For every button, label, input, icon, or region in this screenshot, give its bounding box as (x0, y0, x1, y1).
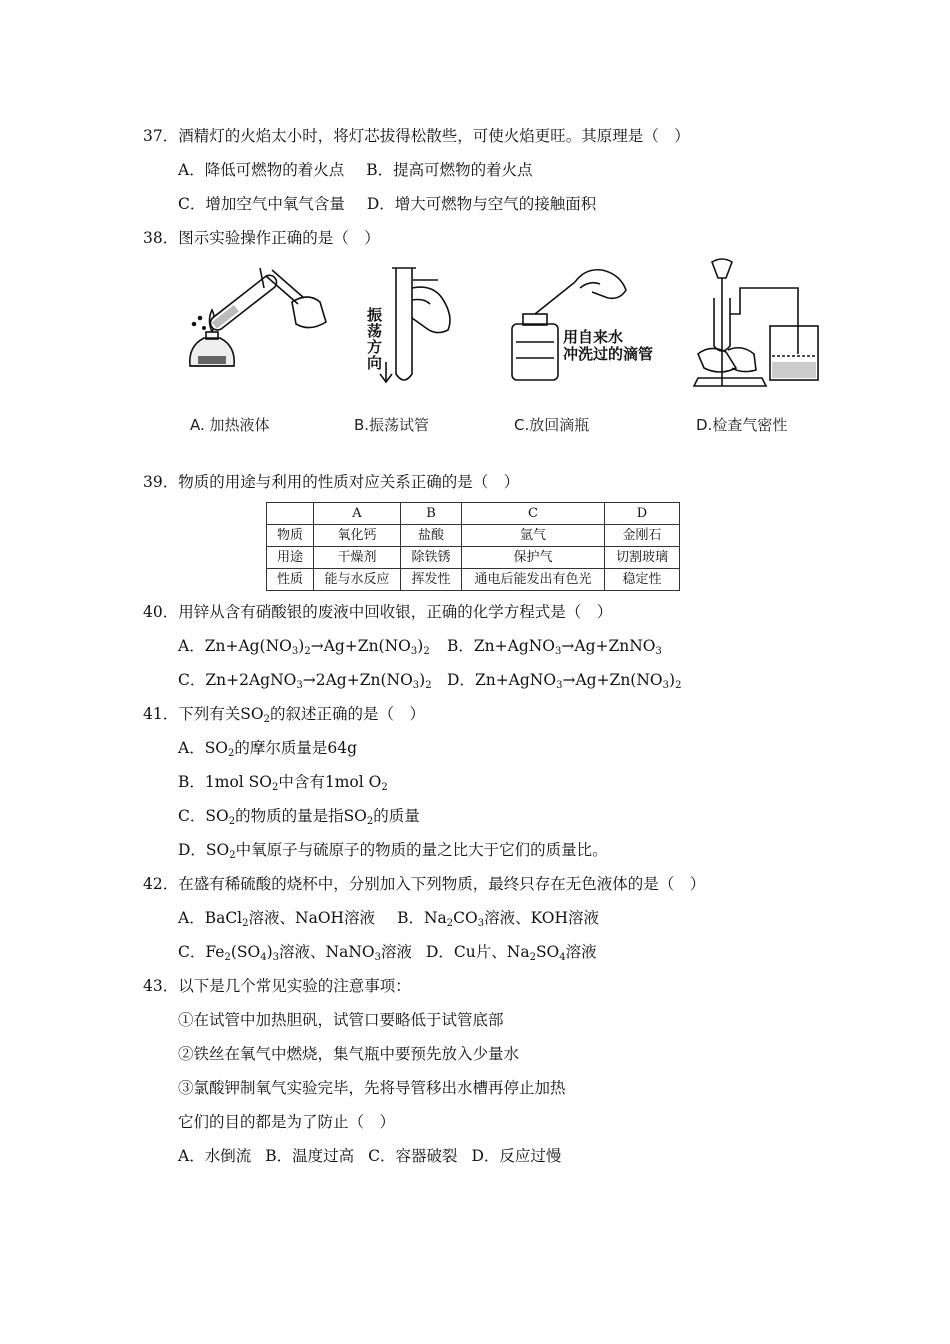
formula-subscript: 3 (374, 952, 381, 963)
formula-subscript: 3 (655, 646, 662, 657)
formula-part: →Ag+ZnNO (561, 637, 656, 655)
q42-option-b[interactable] (397, 909, 599, 927)
table-cell: 能与水反应 (314, 569, 401, 591)
q42-option-a[interactable] (178, 909, 375, 927)
table-row (267, 569, 680, 591)
formula-part: SO (535, 943, 560, 961)
formula-subscript: 2 (675, 680, 682, 691)
fig-b-char-1: 振 (367, 306, 383, 324)
q37-option-a[interactable]: A．降低可燃物的着火点 (178, 161, 345, 179)
fig-c-text-line-2: 冲洗过的滴管 (563, 345, 654, 363)
table-cell: 物质 (267, 525, 314, 547)
q41-option-b[interactable] (178, 772, 388, 792)
table-header-d: D (605, 503, 680, 525)
table-cell (267, 503, 314, 525)
formula-subscript: 2 (228, 816, 236, 827)
q39-table (266, 502, 680, 591)
formula-subscript: 3 (555, 646, 562, 657)
formula-part: A．SO (178, 739, 229, 757)
formula-part: ) (669, 671, 676, 689)
table-cell: 干燥剂 (314, 547, 401, 569)
lab-operation-figure (180, 258, 830, 438)
q43-item-3: ③氯酸钾制氧气实验完毕，先将导管移出水槽再停止加热 (178, 1079, 566, 1097)
table-cell: 用途 (267, 547, 314, 569)
table-header-a: A (314, 503, 401, 525)
q38-caption-b[interactable]: B.振荡试管 (354, 416, 430, 434)
q40-option-b-label: B． (447, 637, 474, 655)
table-cell: 挥发性 (401, 569, 462, 591)
fig-b-char-4: 向 (367, 354, 383, 372)
formula-part: 溶液、KOH溶液 (484, 909, 599, 927)
formula-subscript: 2 (229, 850, 236, 861)
table-header-row (267, 503, 680, 525)
formula-part: B．Na (397, 909, 447, 927)
formula-subscript: 2 (224, 952, 231, 963)
formula-part: →2Ag+Zn(NO (302, 671, 413, 689)
formula-subscript: 2 (446, 918, 454, 929)
q41-option-c[interactable] (178, 806, 420, 826)
formula-part: 中含有1mol O (278, 773, 382, 791)
formula-subscript: 2 (425, 680, 432, 691)
formula-part: 溶液、NaOH溶液 (248, 909, 376, 927)
formula-subscript: 2 (263, 714, 270, 725)
table-cell: 通电后能发出有色光 (462, 569, 605, 591)
q43-option-d[interactable]: D．反应过慢 (471, 1147, 562, 1165)
formula-part: ) (417, 637, 424, 655)
q40-stem: 40．用锌从含有硝酸银的废液中回收银，正确的化学方程式是（ ） (143, 603, 613, 621)
q43-stem: 43．以下是几个常见实验的注意事项： (143, 977, 411, 995)
table-cell: 氧化钙 (314, 525, 401, 547)
q37-option-c[interactable]: C．增加空气中氧气含量 (178, 195, 345, 213)
formula-part: 溶液、NaNO (279, 943, 375, 961)
formula-part: →Ag+Zn(NO (310, 637, 411, 655)
dropper-bottle-illustration (512, 270, 653, 380)
formula-part: Zn+AgNO (474, 671, 557, 689)
formula-part: Zn+AgNO (473, 637, 556, 655)
formula-part: Zn+Ag(NO (204, 637, 292, 655)
formula-part: D．Cu片、Na (425, 943, 530, 961)
formula-subscript: 2 (366, 816, 374, 827)
heating-liquid-illustration (190, 268, 326, 366)
formula-subscript: 2 (304, 646, 311, 657)
q42-options-row2 (178, 942, 597, 962)
formula-subscript: 3 (272, 952, 280, 963)
q37-options-row1 (178, 160, 533, 180)
table-header-b: B (401, 503, 462, 525)
formula-subscript: 2 (242, 918, 249, 929)
formula-subscript: 3 (477, 918, 485, 929)
q40-option-c[interactable] (178, 670, 432, 690)
formula-part: 41．下列有关SO (143, 705, 264, 723)
formula-part: C．Fe (178, 943, 225, 961)
q41-option-a[interactable] (178, 738, 357, 758)
q40-option-b[interactable] (447, 636, 662, 656)
formula-subscript: 4 (559, 952, 566, 963)
q40-option-a-label: A． (178, 637, 205, 655)
q42-option-d[interactable] (426, 943, 597, 961)
q43-options (178, 1146, 561, 1166)
formula-part: 的物质的量是指SO (235, 807, 367, 825)
q43-item-2: ②铁丝在氧气中燃烧，集气瓶中要预先放入少量水 (178, 1045, 520, 1063)
table-cell: 切割玻璃 (605, 547, 680, 569)
q43-item-1: ①在试管中加热胆矾，试管口要略低于试管底部 (178, 1011, 504, 1029)
q40-option-a[interactable] (178, 636, 430, 656)
q37-stem: 37．酒精灯的火焰太小时，将灯芯拔得松散些，可使火焰更旺。其原理是（ ） (143, 127, 690, 145)
fig-c-text-line-1: 用自来水 (563, 328, 624, 346)
formula-part: B．1mol SO (178, 773, 272, 791)
formula-part: 的质量 (373, 807, 420, 825)
q38-caption-d[interactable]: D.检查气密性 (696, 416, 788, 434)
formula-subscript: 2 (381, 782, 388, 793)
formula-part: 溶液 (565, 943, 597, 961)
q40-option-d[interactable] (447, 670, 681, 690)
q43-option-a[interactable]: A．水倒流 (178, 1147, 252, 1165)
formula-part: CO (453, 909, 478, 927)
q42-stem: 42．在盛有稀硫酸的烧杯中，分别加入下列物质，最终只存在无色液体的是（ ） (143, 875, 706, 893)
table-cell: 保护气 (462, 547, 605, 569)
formula-subscript: 3 (291, 646, 299, 657)
formula-subscript: 2 (529, 952, 536, 963)
formula-part: 中氧原子与硫原子的物质的量之比大于它们的质量比。 (235, 841, 608, 859)
formula-subscript: 3 (556, 680, 563, 691)
formula-part: →Ag+Zn(NO (562, 671, 663, 689)
table-cell: 氩气 (462, 525, 605, 547)
formula-subscript: 4 (260, 952, 267, 963)
table-cell: 除铁锈 (401, 547, 462, 569)
q43-option-b[interactable]: B．温度过高 (265, 1147, 355, 1165)
q38-caption-a[interactable]: A. 加热液体 (190, 416, 270, 434)
table-cell: 金刚石 (605, 525, 680, 547)
shaking-test-tube-illustration (366, 268, 450, 382)
formula-part: ) (266, 943, 273, 961)
formula-part: 的叙述正确的是（ ） (269, 705, 425, 723)
formula-part: 溶液 (380, 943, 412, 961)
q37-options-row2 (178, 194, 596, 214)
formula-part: A．BaCl (178, 909, 243, 927)
table-cell: 盐酸 (401, 525, 462, 547)
formula-subscript: 2 (228, 748, 235, 759)
airtightness-check-illustration (694, 259, 818, 386)
q43-option-c[interactable]: C．容器破裂 (368, 1147, 458, 1165)
table-row (267, 525, 680, 547)
table-cell: 性质 (267, 569, 314, 591)
q38-stem: 38．图示实验操作正确的是（ ） (143, 229, 380, 247)
q42-options-row1 (178, 908, 599, 928)
table-header-c: C (462, 503, 605, 525)
q40-option-d-label: D． (447, 671, 475, 689)
formula-subscript: 2 (423, 646, 430, 657)
formula-part: (SO (230, 943, 261, 961)
q37-option-d[interactable]: D．增大可燃物与空气的接触面积 (366, 195, 597, 213)
formula-part: Zn+2AgNO (205, 671, 297, 689)
formula-subscript: 3 (296, 680, 303, 691)
formula-part: C．SO (178, 807, 229, 825)
q40-option-c-label: C． (178, 671, 206, 689)
q42-option-c[interactable] (178, 943, 412, 961)
formula-part: D．SO (178, 841, 230, 859)
fig-b-char-2: 荡 (367, 322, 383, 340)
q38-caption-c[interactable]: C.放回滴瓶 (514, 416, 590, 434)
fig-b-char-3: 方 (367, 338, 383, 356)
formula-part: 的摩尔质量是64g (234, 739, 358, 757)
q37-option-b[interactable]: B．提高可燃物的着火点 (366, 161, 533, 179)
q43-purpose: 它们的目的都是为了防止（ ） (178, 1113, 396, 1131)
formula-part: ) (419, 671, 426, 689)
formula-part: ) (298, 637, 305, 655)
formula-subscript: 3 (662, 680, 669, 691)
table-cell: 稳定性 (605, 569, 680, 591)
q41-option-d[interactable] (178, 840, 608, 860)
table-row (267, 547, 680, 569)
q39-stem: 39．物质的用途与利用的性质对应关系正确的是（ ） (143, 473, 520, 491)
formula-subscript: 2 (272, 782, 279, 793)
formula-subscript: 3 (412, 680, 420, 691)
q41-stem (143, 704, 425, 724)
formula-subscript: 3 (410, 646, 418, 657)
